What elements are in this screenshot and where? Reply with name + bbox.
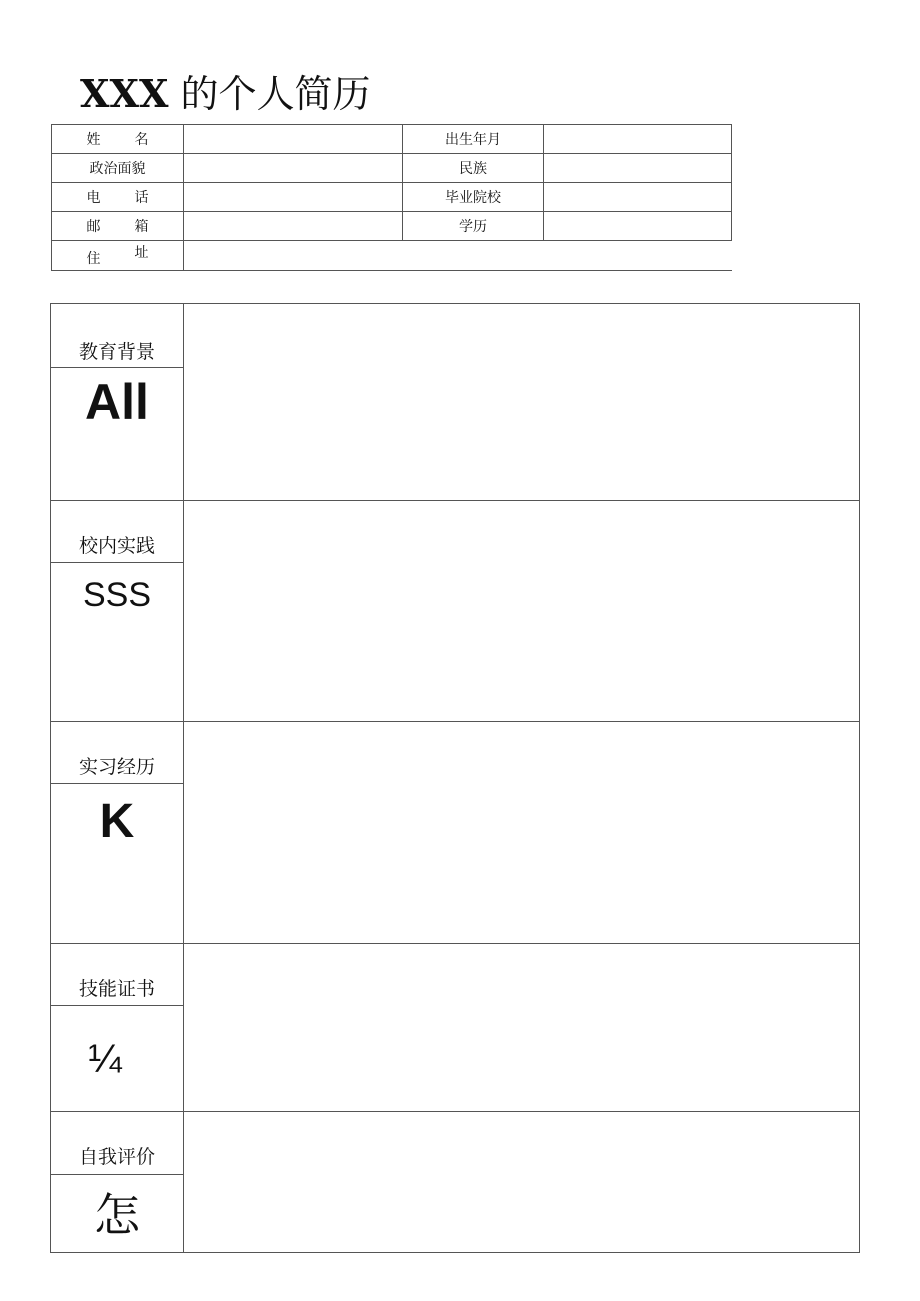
ethnicity-field[interactable]	[543, 154, 732, 182]
section-glyph: ¼	[88, 1037, 122, 1081]
personal-info-table	[51, 124, 732, 271]
info-row-phone	[51, 182, 732, 211]
section-label: 教育背景	[78, 341, 155, 363]
name-label: 姓 名	[51, 125, 183, 153]
address-label: 住 址	[51, 241, 183, 270]
politics-field[interactable]	[183, 154, 402, 182]
ethnicity-label: 民族	[402, 154, 543, 182]
section-label: 实习经历	[78, 756, 155, 778]
section-education	[51, 304, 859, 500]
info-row-address	[51, 240, 732, 271]
politics-label: 政治面貌	[51, 154, 183, 182]
title-text: 的个人简历	[168, 72, 371, 116]
info-row-email	[51, 211, 732, 240]
title-name: XXX	[80, 71, 169, 116]
section-glyph: SSS	[82, 576, 152, 614]
campus-practice-content[interactable]	[184, 501, 859, 721]
skills-content[interactable]	[184, 944, 859, 1111]
school-label: 毕业院校	[402, 183, 543, 211]
section-skills	[51, 943, 859, 1111]
phone-field[interactable]	[183, 183, 402, 211]
section-label: 校内实践	[78, 535, 155, 557]
resume-title	[80, 70, 371, 118]
section-glyph: K	[99, 795, 135, 848]
degree-field[interactable]	[543, 212, 732, 240]
self-evaluation-content[interactable]	[184, 1112, 859, 1252]
section-glyph: 怎	[94, 1188, 140, 1242]
section-label: 自我评价	[78, 1146, 155, 1168]
education-content[interactable]	[184, 304, 859, 500]
dob-label: 出生年月	[402, 125, 543, 153]
degree-label: 学历	[402, 212, 543, 240]
email-field[interactable]	[183, 212, 402, 240]
name-field[interactable]	[183, 125, 402, 153]
phone-label: 电 话	[51, 183, 183, 211]
resume-sections	[50, 303, 860, 1253]
section-internship	[51, 721, 859, 943]
info-row-name	[51, 124, 732, 153]
info-row-politics	[51, 153, 732, 182]
section-self-evaluation	[51, 1111, 859, 1252]
email-label: 邮 箱	[51, 212, 183, 240]
school-field[interactable]	[543, 183, 732, 211]
address-field[interactable]	[183, 241, 732, 270]
dob-field[interactable]	[543, 125, 732, 153]
section-label: 技能证书	[78, 978, 155, 1000]
internship-content[interactable]	[184, 722, 859, 943]
section-campus-practice	[51, 500, 859, 721]
section-glyph: All	[85, 374, 149, 430]
